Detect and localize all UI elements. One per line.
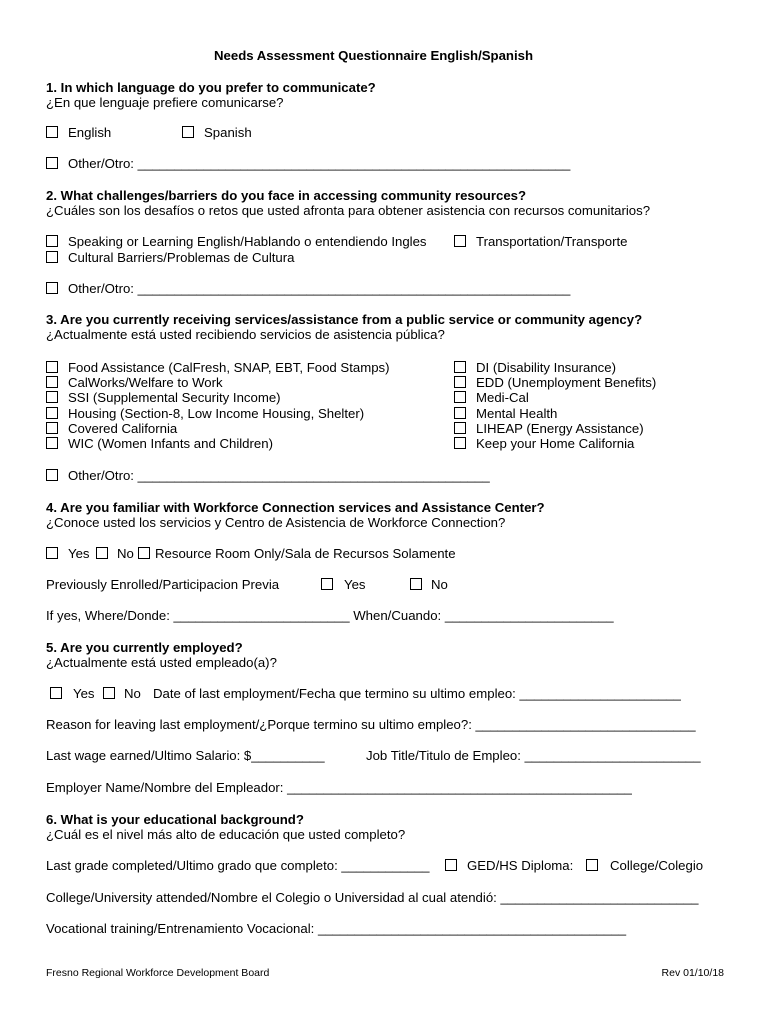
question-3-english: 3. Are you currently receiving services/assistance from a public service or community agency? — [46, 312, 643, 327]
checkbox-q5-yes[interactable] — [50, 687, 62, 699]
label-q4-yes: Yes — [68, 546, 90, 561]
label-english: English — [68, 125, 112, 140]
checkbox-wic[interactable] — [46, 437, 58, 449]
checkbox-liheap[interactable] — [454, 422, 466, 434]
footer-revision: Rev 01/10/18 — [661, 967, 724, 979]
checkbox-ged[interactable] — [445, 859, 457, 871]
checkbox-q4-no[interactable] — [96, 547, 108, 559]
checkbox-q1-other[interactable] — [46, 157, 58, 169]
checkbox-resource-room[interactable] — [138, 547, 150, 559]
checkbox-q3-other[interactable] — [46, 469, 58, 481]
field-last-wage[interactable]: Last wage earned/Ultimo Salario: $__________ — [46, 748, 325, 763]
checkbox-medi-cal[interactable] — [454, 391, 466, 403]
label-liheap: LIHEAP (Energy Assistance) — [476, 421, 644, 436]
label-food-assistance: Food Assistance (CalFresh, SNAP, EBT, Food Stamps) — [68, 360, 390, 375]
question-1-spanish: ¿En que lenguaje prefiere comunicarse? — [46, 95, 284, 110]
checkbox-english[interactable] — [46, 126, 58, 138]
checkbox-spanish[interactable] — [182, 126, 194, 138]
checkbox-transportation[interactable] — [454, 235, 466, 247]
field-reason-leaving[interactable]: Reason for leaving last employment/¿Porque termino su ultimo empleo?: ______________________________ — [46, 717, 696, 732]
field-college-attended[interactable]: College/University attended/Nombre el Colegio o Universidad al cual atendió: ___________________________ — [46, 890, 699, 905]
checkbox-calworks[interactable] — [46, 376, 58, 388]
checkbox-cultural-barriers[interactable] — [46, 251, 58, 263]
label-medi-cal: Medi-Cal — [476, 390, 529, 405]
label-housing: Housing (Section-8, Low Income Housing, Shelter) — [68, 406, 365, 421]
checkbox-edd[interactable] — [454, 376, 466, 388]
checkbox-speaking-english[interactable] — [46, 235, 58, 247]
label-prev-yes: Yes — [344, 577, 366, 592]
checkbox-ssi[interactable] — [46, 391, 58, 403]
page-title: Needs Assessment Questionnaire English/Spanish — [214, 48, 534, 63]
question-3-spanish: ¿Actualmente está usted recibiendo servicios de asistencia pública? — [46, 327, 445, 342]
label-mental-health: Mental Health — [476, 406, 558, 421]
label-q4-no: No — [117, 546, 134, 561]
checkbox-mental-health[interactable] — [454, 407, 466, 419]
label-ged: GED/HS Diploma: — [467, 858, 574, 873]
field-q3-other[interactable]: Other/Otro: ________________________________________________ — [68, 468, 490, 483]
label-transportation: Transportation/Transporte — [476, 234, 628, 249]
label-calworks: CalWorks/Welfare to Work — [68, 375, 223, 390]
label-q5-no: No — [124, 686, 141, 701]
field-vocational-training[interactable]: Vocational training/Entrenamiento Vocacional: __________________________________________ — [46, 921, 627, 936]
field-q1-other[interactable]: Other/Otro: ___________________________________________________________ — [68, 156, 571, 171]
label-wic: WIC (Women Infants and Children) — [68, 436, 273, 451]
checkbox-q5-no[interactable] — [103, 687, 115, 699]
checkbox-covered-california[interactable] — [46, 422, 58, 434]
question-1-english: 1. In which language do you prefer to communicate? — [46, 80, 376, 95]
checkbox-prev-no[interactable] — [410, 578, 422, 590]
label-previously-enrolled: Previously Enrolled/Participacion Previa — [46, 577, 280, 592]
question-5-english: 5. Are you currently employed? — [46, 640, 243, 655]
checkbox-housing[interactable] — [46, 407, 58, 419]
field-employer-name[interactable]: Employer Name/Nombre del Empleador: _______________________________________________ — [46, 780, 632, 795]
label-speaking-english: Speaking or Learning English/Hablando o entendiendo Ingles — [68, 234, 427, 249]
field-if-yes-where-when[interactable]: If yes, Where/Donde: ________________________ When/Cuando: _______________________ — [46, 608, 614, 623]
checkbox-disability-insurance[interactable] — [454, 361, 466, 373]
question-6-english: 6. What is your educational background? — [46, 812, 304, 827]
checkbox-keep-your-home[interactable] — [454, 437, 466, 449]
field-date-last-employment[interactable]: Date of last employment/Fecha que termino su ultimo empleo: ______________________ — [153, 686, 681, 701]
checkbox-college[interactable] — [586, 859, 598, 871]
label-edd: EDD (Unemployment Benefits) — [476, 375, 657, 390]
label-ssi: SSI (Supplemental Security Income) — [68, 390, 281, 405]
label-cultural-barriers: Cultural Barriers/Problemas de Cultura — [68, 250, 295, 265]
question-6-spanish: ¿Cuál es el nivel más alto de educación que usted completo? — [46, 827, 406, 842]
label-covered-california: Covered California — [68, 421, 178, 436]
question-2-spanish: ¿Cuáles son los desafíos o retos que usted afronta para obtener asistencia con recursos comunitarios? — [46, 203, 651, 218]
field-last-grade[interactable]: Last grade completed/Ultimo grado que completo: ____________ — [46, 858, 430, 873]
question-5-spanish: ¿Actualmente está usted empleado(a)? — [46, 655, 277, 670]
label-keep-your-home: Keep your Home California — [476, 436, 635, 451]
checkbox-q2-other[interactable] — [46, 282, 58, 294]
footer-organization: Fresno Regional Workforce Development Board — [46, 967, 270, 979]
question-4-english: 4. Are you familiar with Workforce Connection services and Assistance Center? — [46, 500, 545, 515]
checkbox-prev-yes[interactable] — [321, 578, 333, 590]
checkbox-q4-yes[interactable] — [46, 547, 58, 559]
field-job-title[interactable]: Job Title/Titulo de Empleo: ________________________ — [366, 748, 701, 763]
question-4-spanish: ¿Conoce usted los servicios y Centro de Asistencia de Workforce Connection? — [46, 515, 506, 530]
label-disability-insurance: DI (Disability Insurance) — [476, 360, 616, 375]
label-college: College/Colegio — [610, 858, 704, 873]
label-prev-no: No — [431, 577, 448, 592]
label-q5-yes: Yes — [73, 686, 95, 701]
label-resource-room: Resource Room Only/Sala de Recursos Solamente — [155, 546, 456, 561]
checkbox-food-assistance[interactable] — [46, 361, 58, 373]
field-q2-other[interactable]: Other/Otro: ___________________________________________________________ — [68, 281, 571, 296]
label-spanish: Spanish — [204, 125, 252, 140]
question-2-english: 2. What challenges/barriers do you face in accessing community resources? — [46, 188, 527, 203]
